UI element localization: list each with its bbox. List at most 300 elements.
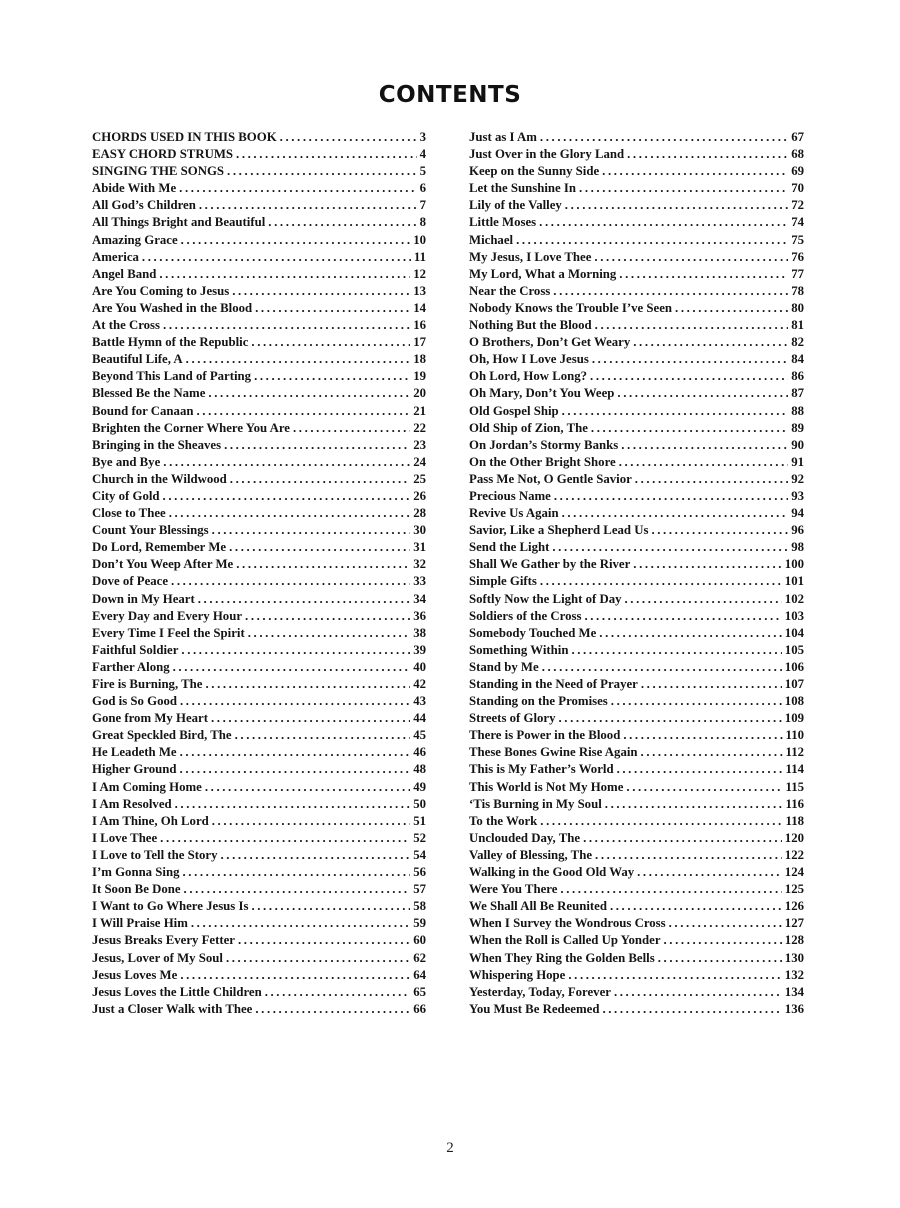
toc-entry [92, 710, 426, 727]
toc-entry [469, 180, 804, 197]
dot-leader [255, 300, 410, 317]
dot-leader [198, 591, 410, 608]
dot-leader [226, 950, 410, 967]
toc-entry-title: Something Within [469, 642, 569, 657]
toc-entry [92, 676, 426, 693]
dot-leader [592, 351, 788, 368]
toc-entry-title: This World is Not My Home [469, 779, 624, 794]
toc-entry-title: Nothing But the Blood [469, 318, 592, 333]
dot-leader [163, 317, 410, 334]
toc-entry-title: Count Your Blessings [92, 523, 209, 538]
toc-entry-page: 68 [791, 147, 804, 162]
toc-entry-title: America [92, 249, 139, 264]
dot-leader [658, 950, 782, 967]
toc-entry-page: 87 [791, 386, 804, 401]
toc-entry-page: 75 [791, 232, 804, 247]
toc-entry-title: Jesus Loves the Little Children [92, 984, 262, 999]
toc-entry [92, 984, 426, 1001]
toc-entry-page: 32 [413, 557, 426, 572]
dot-leader [595, 847, 782, 864]
dot-leader [627, 146, 788, 163]
dot-leader [584, 608, 781, 625]
toc-entry [469, 693, 804, 710]
toc-entry [469, 1001, 804, 1018]
toc-entry-page: 89 [791, 420, 804, 435]
dot-leader [173, 659, 411, 676]
toc-entry-title: Valley of Blessing, The [469, 847, 593, 862]
toc-entry [92, 180, 426, 197]
toc-entry [469, 710, 804, 727]
toc-entry [92, 351, 426, 368]
toc-entry-page: 72 [791, 198, 804, 213]
toc-entry-page: 13 [413, 283, 426, 298]
toc-entry-page: 17 [413, 335, 426, 350]
toc-entry-page: 62 [413, 950, 426, 965]
toc-entry-page: 18 [413, 352, 426, 367]
toc-entry-title: Savior, Like a Shepherd Lead Us [469, 523, 649, 538]
toc-entry [92, 1001, 426, 1018]
toc-entry [469, 249, 804, 266]
toc-entry-page: 92 [791, 471, 804, 486]
toc-entry [469, 283, 804, 300]
dot-leader [163, 454, 410, 471]
dot-leader [212, 813, 410, 830]
dot-leader [238, 932, 410, 949]
dot-leader [626, 779, 782, 796]
dot-leader [169, 505, 411, 522]
toc-entry [469, 403, 804, 420]
toc-entry-title: Streets of Glory [469, 711, 556, 726]
dot-leader [180, 744, 411, 761]
dot-leader [633, 334, 788, 351]
toc-entry-page: 107 [784, 677, 804, 691]
toc-entry-title: I Will Praise Him [92, 916, 188, 931]
toc-entry [469, 385, 804, 402]
toc-entry-title: Soldiers of the Cross [469, 608, 582, 623]
toc-entry-title: These Bones Gwine Rise Again [469, 745, 638, 760]
toc-entry [469, 779, 804, 796]
dot-leader [236, 556, 410, 573]
toc-entry-title: Jesus, Lover of My Soul [92, 950, 223, 965]
dot-leader [251, 334, 410, 351]
toc-entry-title: Close to Thee [92, 506, 166, 521]
toc-entry-title: Simple Gifts [469, 574, 537, 589]
toc-entry [469, 214, 804, 231]
toc-entry-page: 21 [413, 403, 426, 418]
toc-entry-page: 60 [413, 933, 426, 948]
dot-leader [220, 847, 410, 864]
toc-entry-title: He Leadeth Me [92, 745, 177, 760]
toc-entry-title: Great Speckled Bird, The [92, 728, 232, 743]
dot-leader [611, 693, 782, 710]
toc-entry-title: City of Gold [92, 488, 160, 503]
toc-entry-title: Just as I Am [469, 130, 537, 144]
toc-entry-title: Beautiful Life, A [92, 352, 183, 367]
toc-entry-title: Higher Ground [92, 762, 177, 777]
toc-entry [469, 744, 804, 761]
dot-leader [552, 539, 788, 556]
dot-leader [293, 420, 410, 437]
dot-leader [590, 368, 788, 385]
toc-entry-page: 127 [784, 916, 804, 931]
dot-leader [558, 710, 781, 727]
toc-entry-page: 42 [413, 677, 426, 691]
toc-right-column [469, 129, 804, 1018]
toc-entry-page: 77 [791, 266, 804, 281]
toc-entry-title: I Am Resolved [92, 796, 172, 811]
toc-entry-title: Let the Sunshine In [469, 181, 577, 196]
toc-entry-page: 69 [791, 164, 804, 179]
dot-leader [617, 385, 788, 402]
toc-entry-title: Old Ship of Zion, The [469, 420, 588, 435]
toc-entry-title: Yesterday, Today, Forever [469, 984, 611, 999]
toc-entry [469, 642, 804, 659]
toc-entry [469, 915, 804, 932]
toc-entry [92, 625, 426, 642]
toc-entry-page: 120 [784, 830, 804, 845]
toc-entry-title: Abide With Me [92, 181, 177, 196]
dot-leader [229, 539, 410, 556]
dot-leader [182, 864, 410, 881]
dot-leader [568, 967, 781, 984]
dot-leader [539, 214, 788, 231]
toc-entry-page: 4 [419, 147, 426, 162]
toc-entry [92, 761, 426, 778]
toc-entry-page: 22 [413, 420, 426, 435]
dot-leader [175, 796, 411, 813]
toc-entry-page: 105 [784, 642, 804, 657]
toc-entry-title: I Love Thee [92, 830, 158, 845]
toc-entry-page: 122 [784, 847, 804, 862]
dot-leader [255, 1001, 410, 1018]
toc-entry-title: Whispering Hope [469, 967, 566, 982]
dot-leader [651, 522, 788, 539]
toc-entry [92, 249, 426, 266]
page-number: 2 [446, 1140, 454, 1156]
toc-entry-title: I Am Thine, Oh Lord [92, 813, 209, 828]
toc-entry-title: Blessed Be the Name [92, 386, 206, 401]
toc-entry [92, 847, 426, 864]
toc-entry [469, 984, 804, 1001]
toc-entry-page: 40 [413, 659, 426, 674]
dot-leader [248, 625, 410, 642]
toc-entry-title: When They Ring the Golden Bells [469, 950, 655, 965]
toc-entry-title: O Brothers, Don’t Get Weary [469, 335, 631, 350]
toc-entry-page: 115 [785, 779, 804, 794]
toc-entry [469, 676, 804, 693]
toc-entry-title: There is Power in the Blood [469, 728, 621, 743]
toc-entry [92, 727, 426, 744]
toc-entry-page: 112 [785, 745, 804, 760]
dot-leader [227, 163, 417, 180]
toc-entry-page: 70 [791, 181, 804, 196]
toc-entry [92, 950, 426, 967]
toc-entry [469, 556, 804, 573]
toc-entry-title: Fire is Burning, The [92, 677, 203, 691]
dot-leader [205, 779, 410, 796]
dot-leader [163, 488, 411, 505]
toc-entry-page: 38 [413, 625, 426, 640]
toc-entry [92, 556, 426, 573]
toc-entry [92, 385, 426, 402]
dot-leader [641, 676, 782, 693]
toc-entry-title: Near the Cross [469, 283, 551, 298]
toc-entry [92, 642, 426, 659]
toc-entry [92, 300, 426, 317]
dot-leader [184, 881, 411, 898]
toc-entry-page: 130 [784, 950, 804, 965]
toc-entry [469, 146, 804, 163]
toc-entry-title: Somebody Touched Me [469, 625, 597, 640]
toc-entry [92, 522, 426, 539]
toc-entry-title: We Shall All Be Reunited [469, 899, 607, 914]
toc-entry-title: Every Time I Feel the Spirit [92, 625, 245, 640]
toc-entry-page: 84 [791, 352, 804, 367]
toc-entry-title: Are You Washed in the Blood [92, 300, 253, 315]
dot-leader [591, 420, 788, 437]
toc-entry-title: At the Cross [92, 318, 161, 333]
toc-entry-page: 33 [413, 574, 426, 589]
toc-entry-page: 109 [784, 711, 804, 726]
toc-entry-page: 25 [413, 471, 426, 486]
toc-entry [92, 146, 426, 163]
toc-entry-page: 94 [791, 506, 804, 521]
toc-entry-page: 136 [784, 1001, 804, 1016]
toc-entry-page: 45 [413, 728, 426, 743]
toc-entry-page: 128 [784, 933, 804, 948]
dot-leader [602, 163, 788, 180]
toc-entry-title: This is My Father’s World [469, 762, 614, 777]
toc-entry-page: 28 [413, 506, 426, 521]
toc-entry-page: 118 [785, 813, 804, 828]
toc-left-column [92, 129, 426, 1018]
toc-entry-title: Gone from My Heart [92, 711, 208, 726]
toc-entry-page: 90 [791, 437, 804, 452]
page-title: CONTENTS [378, 82, 522, 108]
dot-leader [180, 693, 410, 710]
toc-entry [469, 505, 804, 522]
toc-entry [92, 334, 426, 351]
toc-entry [92, 881, 426, 898]
toc-entry-page: 82 [791, 335, 804, 350]
dot-leader [641, 744, 783, 761]
toc-entry [92, 214, 426, 231]
dot-leader [554, 488, 788, 505]
toc-entry-page: 46 [413, 745, 426, 760]
dot-leader [516, 232, 788, 249]
dot-leader [637, 864, 782, 881]
toc-entry-page: 65 [413, 984, 426, 999]
toc-entry-page: 10 [413, 232, 426, 247]
toc-entry-title: Walking in the Good Old Way [469, 865, 635, 880]
toc-entry-title: All Things Bright and Beautiful [92, 215, 266, 230]
toc-entry [469, 932, 804, 949]
toc-entry-page: 34 [413, 591, 426, 606]
dot-leader [605, 796, 783, 813]
dot-leader [614, 984, 782, 1001]
toc-entry-page: 24 [413, 454, 426, 469]
toc-entry-title: Just Over in the Glory Land [469, 147, 625, 162]
toc-entry-title: Stand by Me [469, 659, 539, 674]
toc-entry [92, 488, 426, 505]
dot-leader [280, 129, 417, 146]
toc-entry [469, 796, 804, 813]
toc-entry-title: My Jesus, I Love Thee [469, 249, 592, 264]
toc-entry-page: 50 [413, 796, 426, 811]
toc-entry-page: 12 [413, 266, 426, 281]
toc-entry-page: 52 [413, 830, 426, 845]
toc-entry [469, 608, 804, 625]
toc-entry-title: I Am Coming Home [92, 779, 202, 794]
toc-entry [92, 317, 426, 334]
toc-entry [92, 197, 426, 214]
toc-entry-title: Michael [469, 232, 514, 247]
toc-entry [469, 334, 804, 351]
toc-entry-title: Pass Me Not, O Gentle Savior [469, 471, 632, 486]
toc-entry-page: 96 [791, 523, 804, 538]
dot-leader [179, 180, 416, 197]
dot-leader [254, 368, 410, 385]
dot-leader [621, 437, 788, 454]
toc-entry-title: Standing in the Need of Prayer [469, 677, 638, 691]
toc-entry-title: CHORDS USED IN THIS BOOK [92, 130, 277, 144]
toc-entry-page: 93 [791, 488, 804, 503]
toc-entry [92, 796, 426, 813]
toc-entry [469, 471, 804, 488]
toc-entry-page: 125 [784, 882, 804, 897]
dot-leader [180, 967, 410, 984]
toc-entry [469, 368, 804, 385]
dot-leader [623, 727, 782, 744]
toc-entry-page: 31 [413, 540, 426, 555]
dot-leader [562, 403, 789, 420]
dot-leader [579, 180, 788, 197]
toc-entry-title: Jesus Breaks Every Fetter [92, 933, 235, 948]
toc-entry-title: SINGING THE SONGS [92, 164, 225, 179]
dot-leader [208, 385, 410, 402]
toc-entry-title: I’m Gonna Sing [92, 865, 180, 880]
toc-entry [92, 864, 426, 881]
toc-entry-page: 16 [413, 318, 426, 333]
toc-entry-page: 114 [785, 762, 804, 777]
dot-leader [181, 642, 410, 659]
toc-entry [92, 744, 426, 761]
toc-entry-title: I Want to Go Where Jesus Is [92, 899, 249, 914]
toc-entry-page: 81 [791, 318, 804, 333]
toc-entry-title: You Must Be Redeemed [469, 1001, 600, 1016]
dot-leader [669, 915, 782, 932]
toc-entry [469, 761, 804, 778]
toc-entry-page: 80 [791, 300, 804, 315]
toc-entry-page: 101 [784, 574, 804, 589]
dot-leader [625, 591, 782, 608]
toc-entry-title: Shall We Gather by the River [469, 557, 631, 572]
toc-entry-page: 88 [791, 403, 804, 418]
dot-leader [159, 266, 410, 283]
dot-leader [251, 898, 410, 915]
toc-entry-page: 49 [413, 779, 426, 794]
toc-entry-title: Battle Hymn of the Republic [92, 335, 249, 350]
toc-entry-title: Beyond This Land of Parting [92, 369, 252, 384]
dot-leader [186, 351, 411, 368]
toc-entry-page: 59 [413, 916, 426, 931]
dot-leader [571, 642, 781, 659]
toc-entry-title: Old Gospel Ship [469, 403, 559, 418]
dot-leader [160, 830, 410, 847]
toc-entry-title: Faithful Soldier [92, 642, 179, 657]
toc-entry-title: Nobody Knows the Trouble I’ve Seen [469, 300, 673, 315]
toc-entry-page: 126 [784, 899, 804, 914]
toc-entry-page: 86 [791, 369, 804, 384]
dot-leader [230, 471, 410, 488]
toc-entry-page: 56 [413, 865, 426, 880]
toc-entry [92, 368, 426, 385]
toc-entry-title: To the Work [469, 813, 538, 828]
toc-entry-title: Oh Mary, Don’t You Weep [469, 386, 615, 401]
toc-entry [92, 915, 426, 932]
toc-entry-title: Send the Light [469, 540, 550, 555]
dot-leader [205, 676, 410, 693]
toc-entry-title: Dove of Peace [92, 574, 169, 589]
toc-entry-page: 51 [413, 813, 426, 828]
toc-entry [92, 830, 426, 847]
dot-leader [583, 830, 782, 847]
toc-entry-page: 43 [413, 694, 426, 709]
toc-entry-title: On the Other Bright Shore [469, 454, 616, 469]
toc-entry-title: Church in the Wildwood [92, 471, 227, 486]
toc-entry-page: 39 [413, 642, 426, 657]
dot-leader [245, 608, 410, 625]
toc-entry [92, 967, 426, 984]
toc-entry-title: Little Moses [469, 215, 537, 230]
toc-entry-page: 103 [784, 608, 804, 623]
dot-leader [560, 881, 781, 898]
toc-entry [469, 129, 804, 146]
toc-entry-page: 124 [784, 865, 804, 880]
toc-entry-title: It Soon Be Done [92, 882, 181, 897]
toc-entry-title: Amazing Grace [92, 232, 178, 247]
toc-entry-title: Every Day and Every Hour [92, 608, 243, 623]
toc-entry-title: Do Lord, Remember Me [92, 540, 227, 555]
toc-entry [469, 830, 804, 847]
dot-leader [232, 283, 410, 300]
toc-entry [469, 300, 804, 317]
toc-entry-page: 36 [413, 608, 426, 623]
toc-entry-title: Softly Now the Light of Day [469, 591, 622, 606]
dot-leader [617, 761, 783, 778]
toc-entry-title: ‘Tis Burning in My Soul [469, 796, 602, 811]
toc-entry-title: Are You Coming to Jesus [92, 283, 230, 298]
toc-entry [469, 625, 804, 642]
dot-leader [565, 197, 788, 214]
toc-entry [92, 505, 426, 522]
dot-leader [553, 283, 788, 300]
toc-entry-page: 7 [419, 198, 426, 213]
toc-entry-title: EASY CHORD STRUMS [92, 147, 234, 162]
toc-entry [469, 591, 804, 608]
toc-entry-title: Standing on the Promises [469, 694, 608, 709]
toc-entry [92, 539, 426, 556]
toc-entry-title: Down in My Heart [92, 591, 195, 606]
dot-leader [142, 249, 411, 266]
toc-entry [469, 727, 804, 744]
dot-leader [542, 659, 782, 676]
dot-leader [540, 573, 782, 590]
toc-entry-title: Unclouded Day, The [469, 830, 581, 845]
dot-leader [619, 454, 789, 471]
toc-entry-page: 30 [413, 523, 426, 538]
toc-entry-page: 67 [791, 130, 804, 144]
